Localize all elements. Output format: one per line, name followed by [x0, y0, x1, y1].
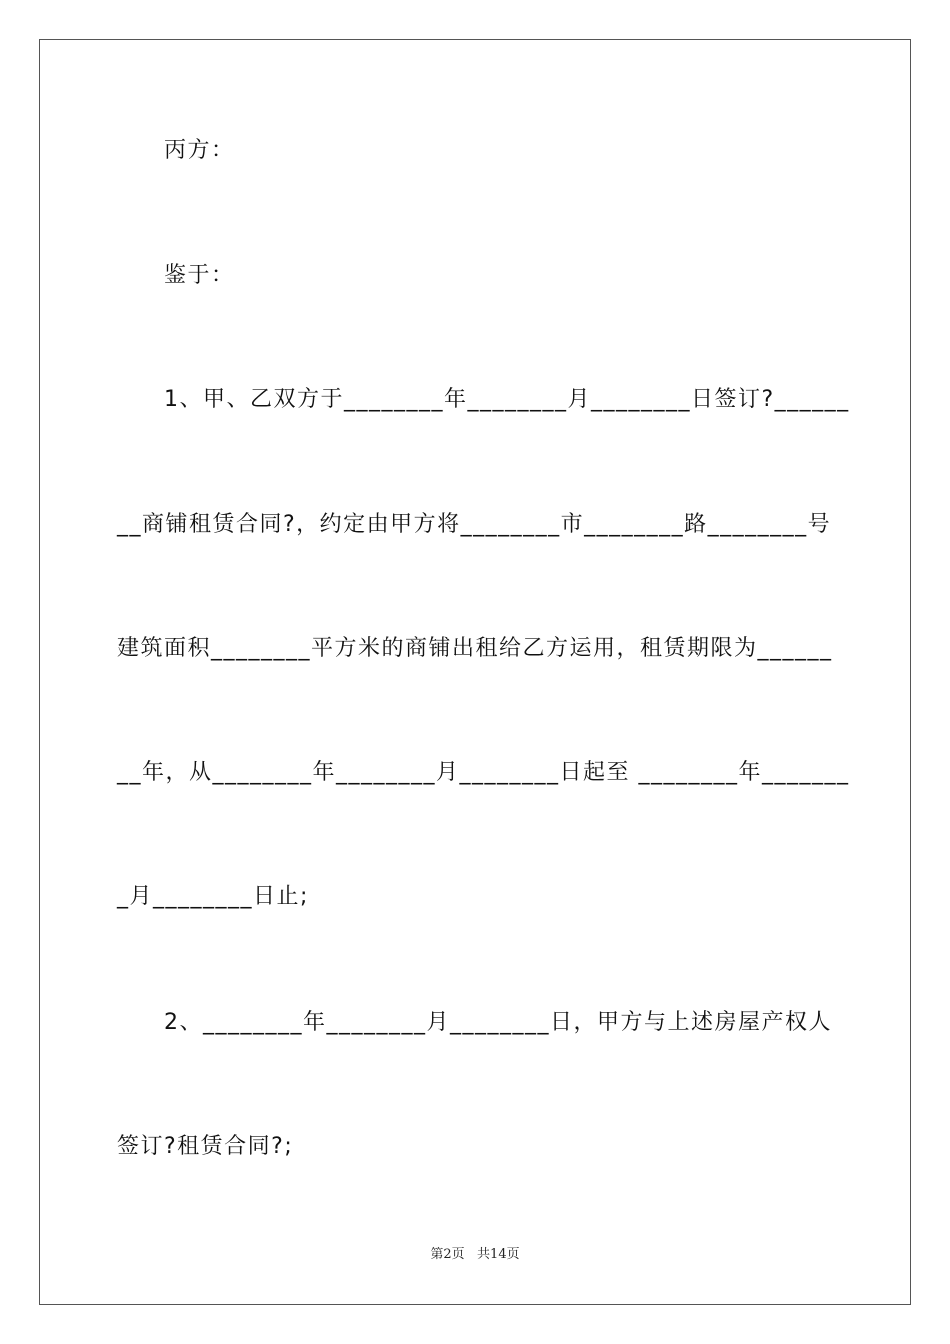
clause-1-line-2: __商铺租赁合同?，约定由甲方将________市________路________号 [117, 512, 832, 537]
clause-2-line-1: 2、________年________月________日，甲方与上述房屋产权人 [164, 1010, 832, 1035]
clause-1-line-4: __年，从________年________月________日起至 ________年_______ [117, 760, 850, 785]
party-c-label: 丙方： [164, 138, 235, 163]
clause-1-line-3: 建筑面积________平方米的商铺出租给乙方运用，租赁期限为______ [117, 636, 833, 661]
clause-2-line-2: 签订?租赁合同?; [117, 1134, 294, 1159]
clause-1-line-5: _月________日止; [117, 884, 309, 909]
page-border [39, 39, 911, 1305]
page-number-footer: 第2页 共14页 [430, 1247, 520, 1262]
whereas-label: 鉴于： [164, 263, 235, 288]
clause-1-line-1: 1、甲、乙双方于________年________月________日签订?______ [164, 387, 850, 412]
